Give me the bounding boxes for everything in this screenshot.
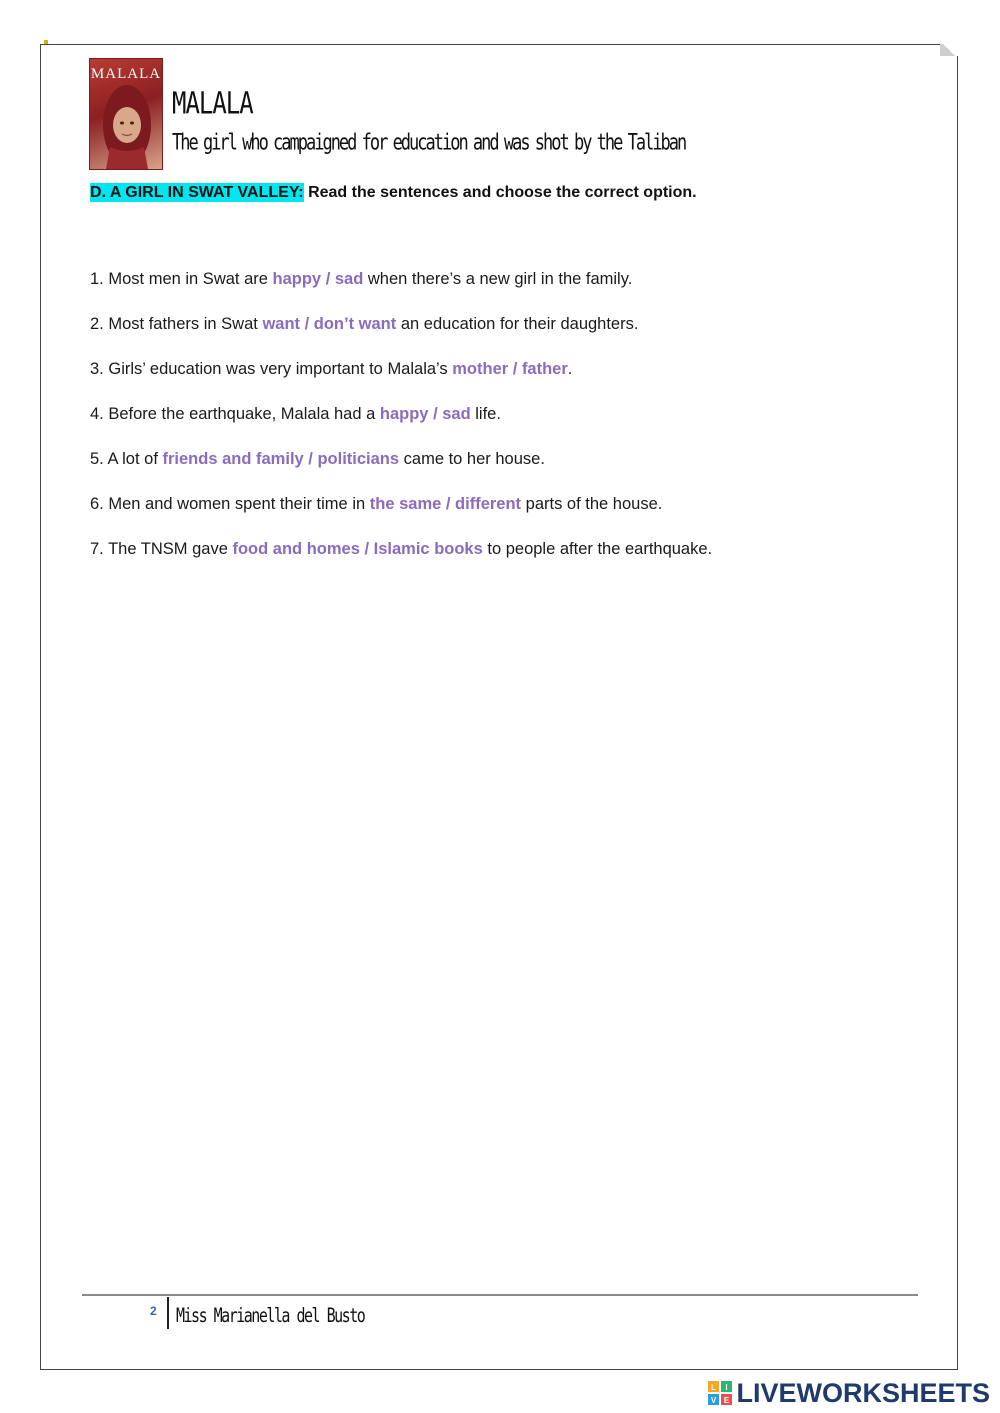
liveworksheets-brand[interactable] bbox=[708, 1377, 990, 1409]
sentence-item bbox=[90, 359, 712, 404]
answer-options[interactable]: happy / sad bbox=[272, 270, 364, 288]
sentence-item bbox=[90, 269, 712, 314]
logo-letter: E bbox=[724, 1396, 730, 1405]
sentence-text-after: came to her house. bbox=[403, 450, 545, 468]
sentence-number: 2. bbox=[90, 315, 104, 333]
sentence-item bbox=[90, 314, 712, 359]
book-cover-image bbox=[89, 58, 163, 170]
section-label: D. A GIRL IN SWAT VALLEY: bbox=[90, 184, 304, 201]
worksheet-page bbox=[40, 44, 958, 1370]
portrait-illustration bbox=[102, 85, 152, 169]
answer-options[interactable]: happy / sad bbox=[379, 405, 471, 423]
logo-letter: I bbox=[725, 1383, 729, 1392]
answer-options[interactable]: food and homes / Islamic books bbox=[232, 540, 483, 558]
worksheet-title: MALALA bbox=[172, 86, 253, 121]
sentence-text-before: Most men in Swat are bbox=[108, 270, 268, 288]
sentence-text-before: Men and women spent their time in bbox=[108, 495, 366, 513]
sentence-text-after: life. bbox=[475, 405, 501, 423]
sentence-text-before: Girls’ education was very important to Malala’s bbox=[108, 360, 448, 378]
sentence-number: 4. bbox=[90, 405, 104, 423]
sentence-text-before: The TNSM gave bbox=[108, 540, 228, 558]
sentence-item bbox=[90, 539, 712, 584]
sentence-item bbox=[90, 404, 712, 449]
sentence-text-before: Before the earthquake, Malala had a bbox=[108, 405, 376, 423]
sentence-number: 5. bbox=[90, 450, 104, 468]
answer-options[interactable]: mother / father bbox=[452, 360, 568, 378]
sentence-text-before: A lot of bbox=[107, 450, 158, 468]
sentence-number: 6. bbox=[90, 495, 104, 513]
sentence-item bbox=[90, 449, 712, 494]
page-number: 2 bbox=[150, 1304, 157, 1318]
liveworksheets-logo-icon bbox=[708, 1381, 732, 1405]
page-fold-corner bbox=[940, 44, 958, 56]
footer-divider bbox=[167, 1297, 169, 1329]
sentence-text-after: . bbox=[567, 360, 573, 378]
book-cover-title: MALALA bbox=[90, 66, 162, 82]
answer-options[interactable]: the same / different bbox=[369, 495, 522, 513]
sentence-text-after: parts of the house. bbox=[525, 495, 663, 513]
logo-letter: V bbox=[711, 1396, 717, 1405]
sentence-number: 1. bbox=[90, 270, 104, 288]
sentence-item bbox=[90, 494, 712, 539]
logo-letter: L bbox=[711, 1383, 717, 1392]
sentence-text-after: an education for their daughters. bbox=[400, 315, 639, 333]
answer-options[interactable]: friends and family / politicians bbox=[162, 450, 400, 468]
answer-options[interactable]: want / don’t want bbox=[262, 315, 397, 333]
sentence-text-after: to people after the earthquake. bbox=[487, 540, 713, 558]
sentence-number: 3. bbox=[90, 360, 104, 378]
sentence-text-after: when there’s a new girl in the family. bbox=[367, 270, 633, 288]
sentence-text-before: Most fathers in Swat bbox=[108, 315, 258, 333]
instruction-line bbox=[90, 184, 697, 202]
footer-rule bbox=[82, 1294, 918, 1296]
worksheet-subtitle: The girl who campaigned for education and was shot by the Taliban bbox=[172, 130, 686, 156]
brand-name: LIVEWORKSHEETS bbox=[736, 1377, 990, 1408]
sentence-number: 7. bbox=[90, 540, 104, 558]
instruction-text: Read the sentences and choose the correct option. bbox=[308, 184, 697, 201]
footer-author: Miss Marianella del Busto bbox=[176, 1304, 365, 1328]
sentence-list bbox=[90, 269, 712, 584]
